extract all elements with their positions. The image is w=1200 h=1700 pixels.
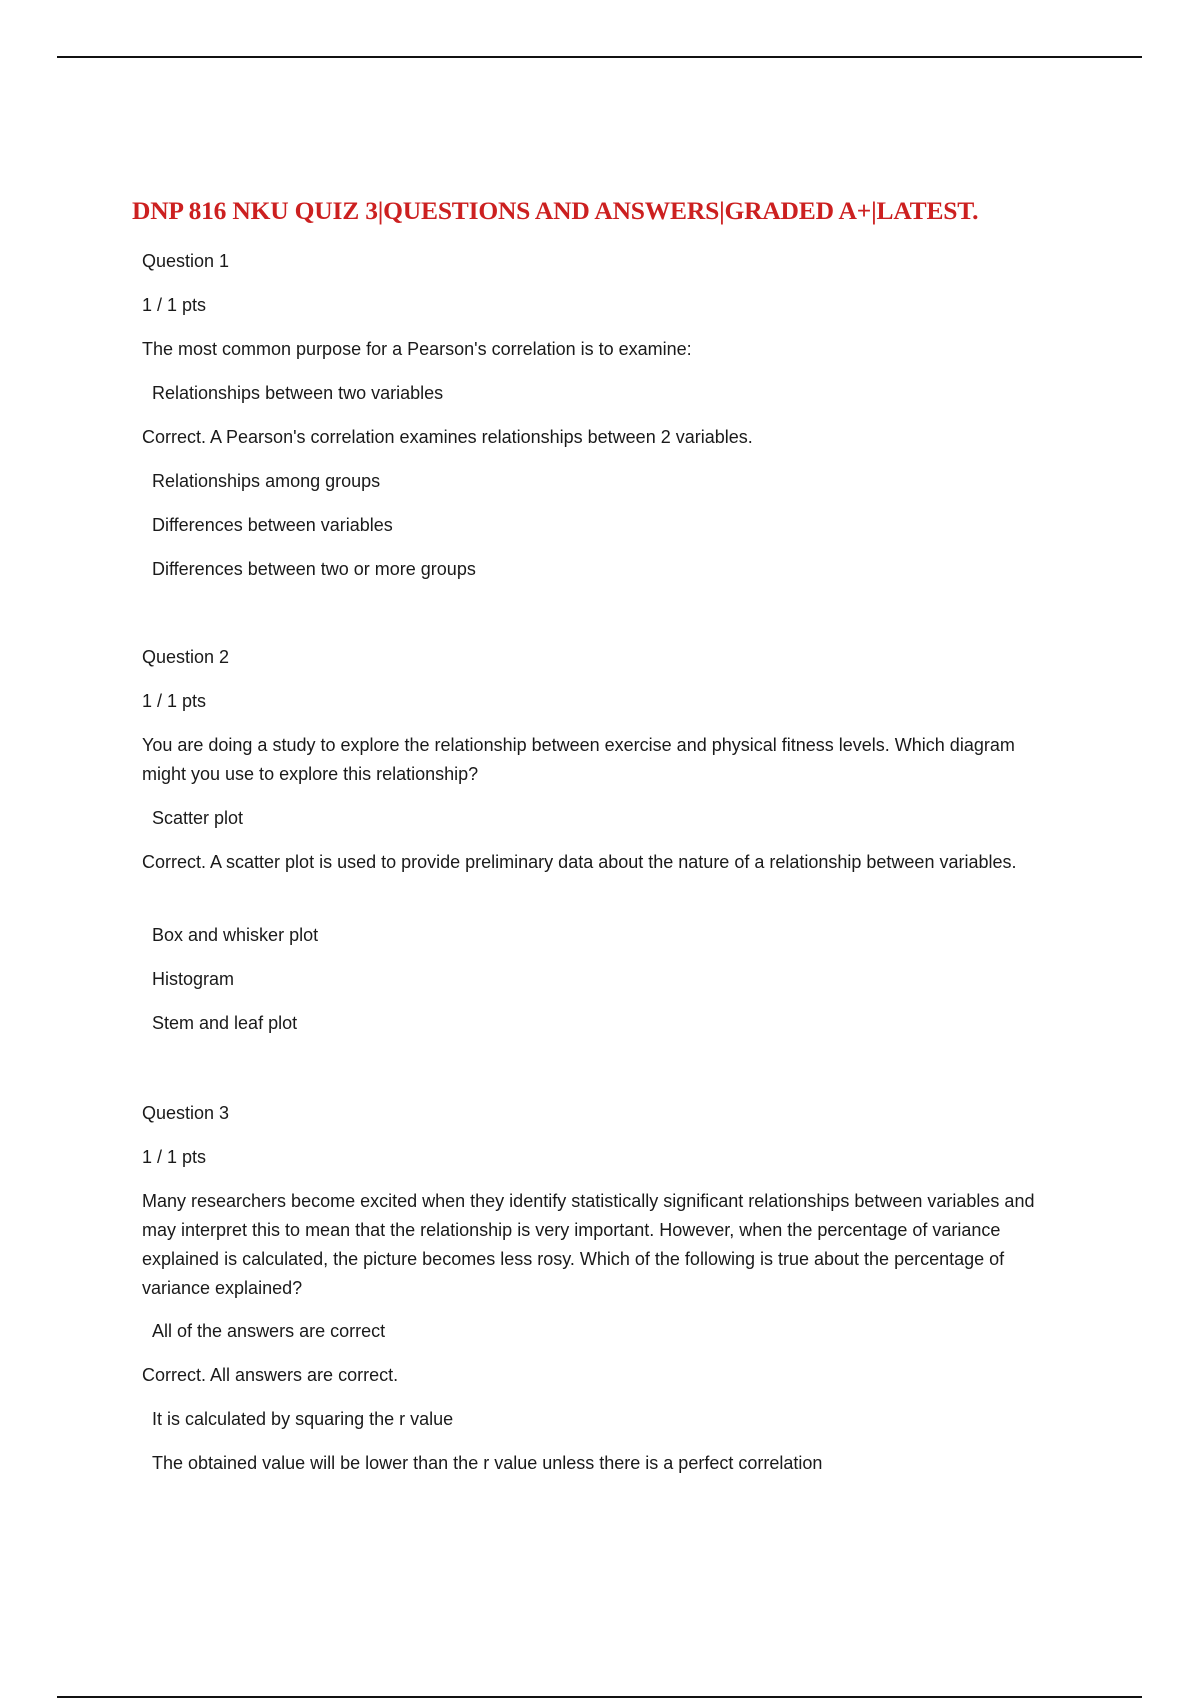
question-2-option: Stem and leaf plot xyxy=(152,1013,298,1033)
question-1-feedback: Correct. A Pearson's correlation examines relationships between 2 variables. xyxy=(142,427,753,447)
question-3-label: Question 3 xyxy=(142,1103,230,1123)
bottom-rule xyxy=(57,1696,1142,1698)
question-3-feedback: Correct. All answers are correct. xyxy=(142,1365,399,1385)
top-rule xyxy=(57,56,1142,58)
question-1-option: Differences between variables xyxy=(152,515,393,535)
question-2-points: 1 / 1 pts xyxy=(142,691,207,711)
question-1-option: Differences between two or more groups xyxy=(152,559,476,579)
question-1-label: Question 1 xyxy=(142,251,230,271)
question-3-option: The obtained value will be lower than the r value unless there is a perfect correlation xyxy=(152,1453,823,1473)
question-3-option: It is calculated by squaring the r value xyxy=(152,1409,454,1429)
question-2-label: Question 2 xyxy=(142,647,230,667)
question-2-option: Box and whisker plot xyxy=(152,925,319,945)
question-2-feedback: Correct. A scatter plot is used to provide preliminary data about the nature of a relationship between variables. xyxy=(142,852,1017,872)
question-3-points: 1 / 1 pts xyxy=(142,1147,207,1167)
document-title: DNP 816 NKU QUIZ 3|QUESTIONS AND ANSWERS|GRADED A+|LATEST. xyxy=(132,196,979,225)
question-2-selected-answer: Scatter plot xyxy=(152,808,244,828)
question-2-option: Histogram xyxy=(152,969,235,989)
question-2-prompt: You are doing a study to explore the relationship between exercise and physical fitness levels. Which diagram might you use to explore this relationship? xyxy=(142,735,1015,784)
question-1-prompt: The most common purpose for a Pearson's correlation is to examine: xyxy=(142,339,692,359)
question-1-selected-answer: Relationships between two variables xyxy=(152,383,444,403)
question-1-points: 1 / 1 pts xyxy=(142,295,207,315)
question-3-prompt: Many researchers become excited when they identify statistically significant relationships between variables and may interpret this to mean that the relationship is very important. However, when the percentage of variance explained is calculated, the picture becomes less rosy. Which of the following is true about the percentage of variance explained? xyxy=(142,1191,1035,1298)
question-3-selected-answer: All of the answers are correct xyxy=(152,1321,386,1341)
question-1-option: Relationships among groups xyxy=(152,471,381,491)
